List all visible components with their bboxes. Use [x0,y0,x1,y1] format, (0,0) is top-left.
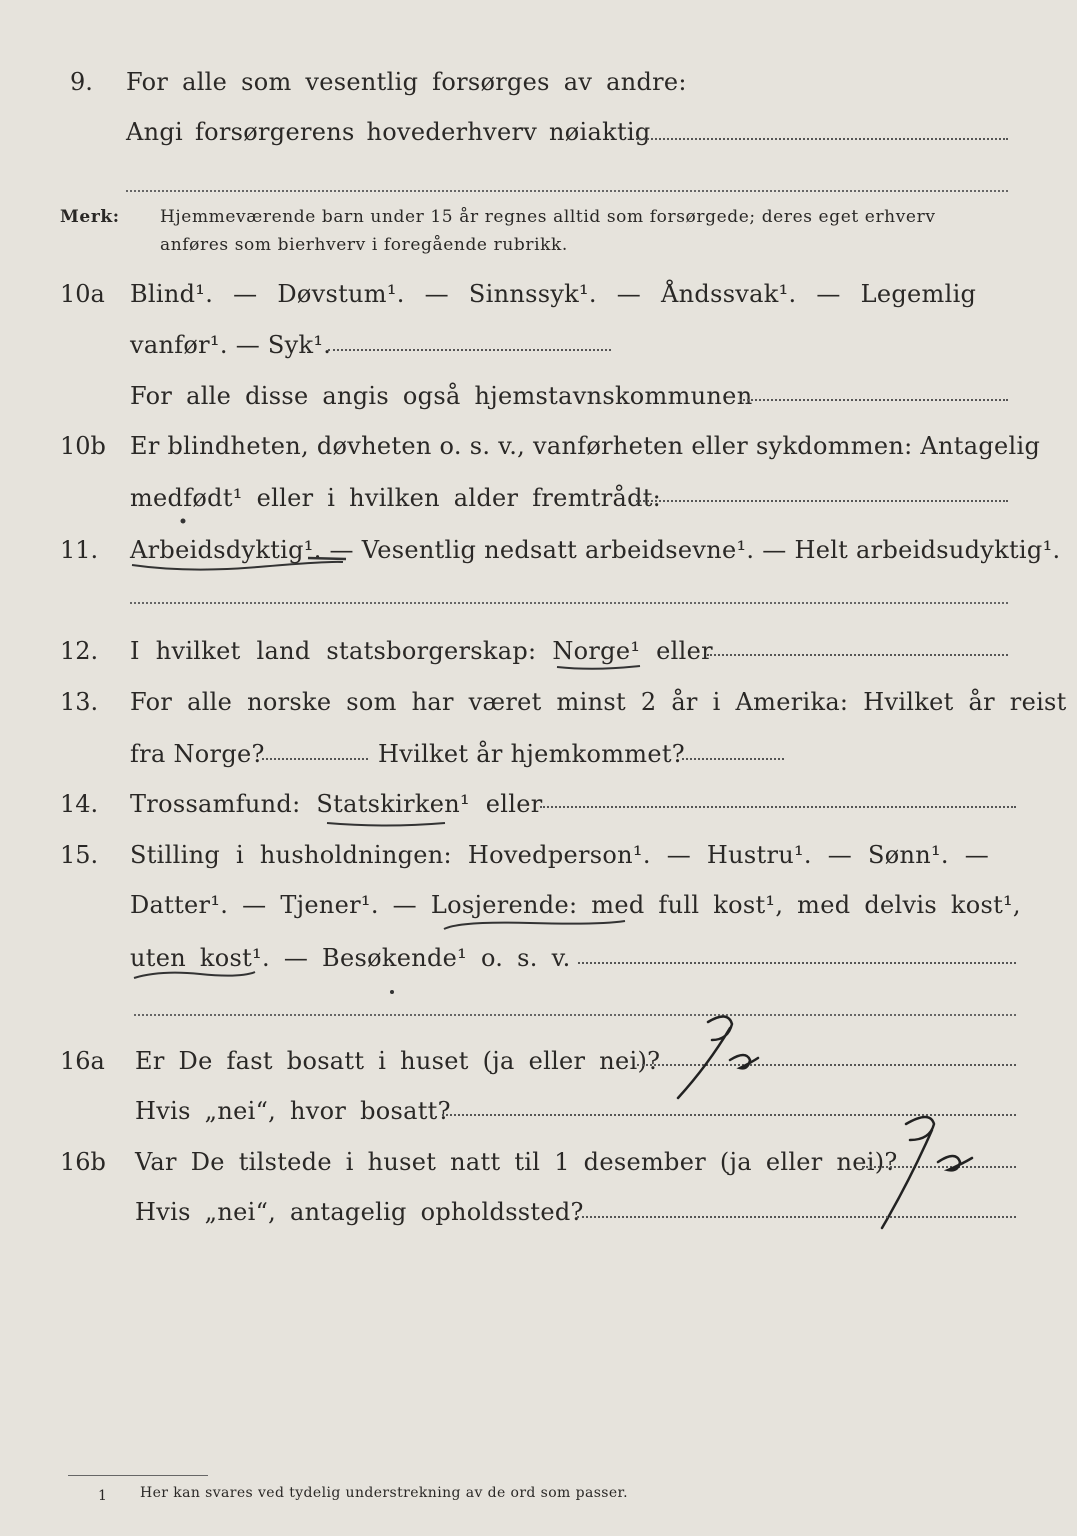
item-16a-line2: Hvis „nei“, hvor bosatt? [135,1097,451,1125]
item-12-number: 12. [60,637,99,665]
item-11-extra-line[interactable] [130,602,1008,604]
item-11-line1: Arbeidsdyktig¹. — Vesentlig nedsatt arbeidsevne¹. — Helt arbeidsudyktig¹. [130,536,1061,564]
item-13-line1: For alle norske som har været minst 2 år i Amerika: Hvilket år reist [130,688,1067,716]
item-15-line3: uten kost¹. — Besøkende¹ o. s. v. [130,944,571,972]
item-10a-answer-line[interactable] [328,349,611,351]
footnote-rule [68,1475,208,1476]
item-10b-answer-line[interactable] [636,500,1008,502]
footnote-text: Her kan svares ved tydelig understrekning av de ord som passer. [140,1485,628,1501]
item-16b-opholdssted-line[interactable] [577,1216,1016,1218]
item-9-line2: Angi forsørgerens hovederhverv nøiaktig [126,118,651,146]
merk-label: Merk: [60,207,120,227]
item-10a-kommune-line[interactable] [740,399,1008,401]
item-15-line2: Datter¹. — Tjener¹. — Losjerende: med full kost¹, med delvis kost¹, [130,891,1021,919]
item-14-underline-mark [325,815,450,829]
item-12-underline-mark [555,660,645,672]
item-11-underline-mark [128,515,358,575]
item-10a-line1: Blind¹. — Døvstum¹. — Sinnssyk¹. — Åndssvak¹. — Legemlig [130,280,977,308]
item-13-hjem-line[interactable] [682,758,784,760]
item-16a-handwritten-answer [668,1010,768,1105]
item-15-uten-kost-mark [130,966,260,982]
item-16a-line1: Er De fast bosatt i huset (ja eller nei)? [135,1047,661,1075]
item-16b-number: 16b [60,1148,106,1176]
item-10a-number: 10a [60,280,105,308]
item-12-answer-line[interactable] [707,654,1008,656]
item-10a-line3: For alle disse angis også hjemstavnskommunen [130,382,753,410]
item-16b-line2: Hvis „nei“, antagelig opholdssted? [135,1198,584,1226]
item-10b-number: 10b [60,432,106,460]
item-13-line2a: fra Norge? [130,740,265,768]
item-13-reist-line[interactable] [262,758,368,760]
item-10b-line1: Er blindheten, døvheten o. s. v., vanførheten eller sykdommen: Antagelig [130,432,1041,460]
item-9-number: 9. [70,68,93,96]
item-14-answer-line[interactable] [540,806,1016,808]
item-11-number: 11. [60,536,99,564]
footnote-marker: 1 [98,1488,107,1504]
item-15-extra-line[interactable] [134,1014,1016,1016]
item-13-number: 13. [60,688,99,716]
item-16b-line1: Var De tilstede i huset natt til 1 desember (ja eller nei)? [135,1148,898,1176]
item-9-extra-line[interactable] [126,190,1008,192]
item-9-line1: For alle som vesentlig forsørges av andre: [126,68,687,96]
item-9-answer-line[interactable] [636,138,1008,140]
merk-line1: Hjemmeværende barn under 15 år regnes alltid som forsørgede; deres eget erhverv [160,207,936,227]
item-14-line1: Trossamfund: Statskirken¹ eller [130,790,543,818]
merk-line2: anføres som bierhverv i foregående rubrikk. [160,235,568,255]
item-16a-number: 16a [60,1047,105,1075]
item-15-number: 15. [60,841,99,869]
item-12-line1: I hvilket land statsborgerskap: Norge¹ eller [130,637,713,665]
item-15-line1: Stilling i husholdningen: Hovedperson¹. — Hustru¹. — Sønn¹. — [130,841,990,869]
item-15-answer-line[interactable] [578,962,1016,964]
item-10a-line2: vanfør¹. — Syk¹. [130,331,332,359]
item-15-losjerende-mark [440,915,630,933]
item-10b-line2: medfødt¹ eller i hvilken alder fremtrådt: [130,484,662,512]
ink-speck [390,990,394,994]
item-13-line2b: Hvilket år hjemkommet? [378,740,685,768]
item-16b-handwritten-answer [860,1110,990,1245]
item-14-number: 14. [60,790,99,818]
